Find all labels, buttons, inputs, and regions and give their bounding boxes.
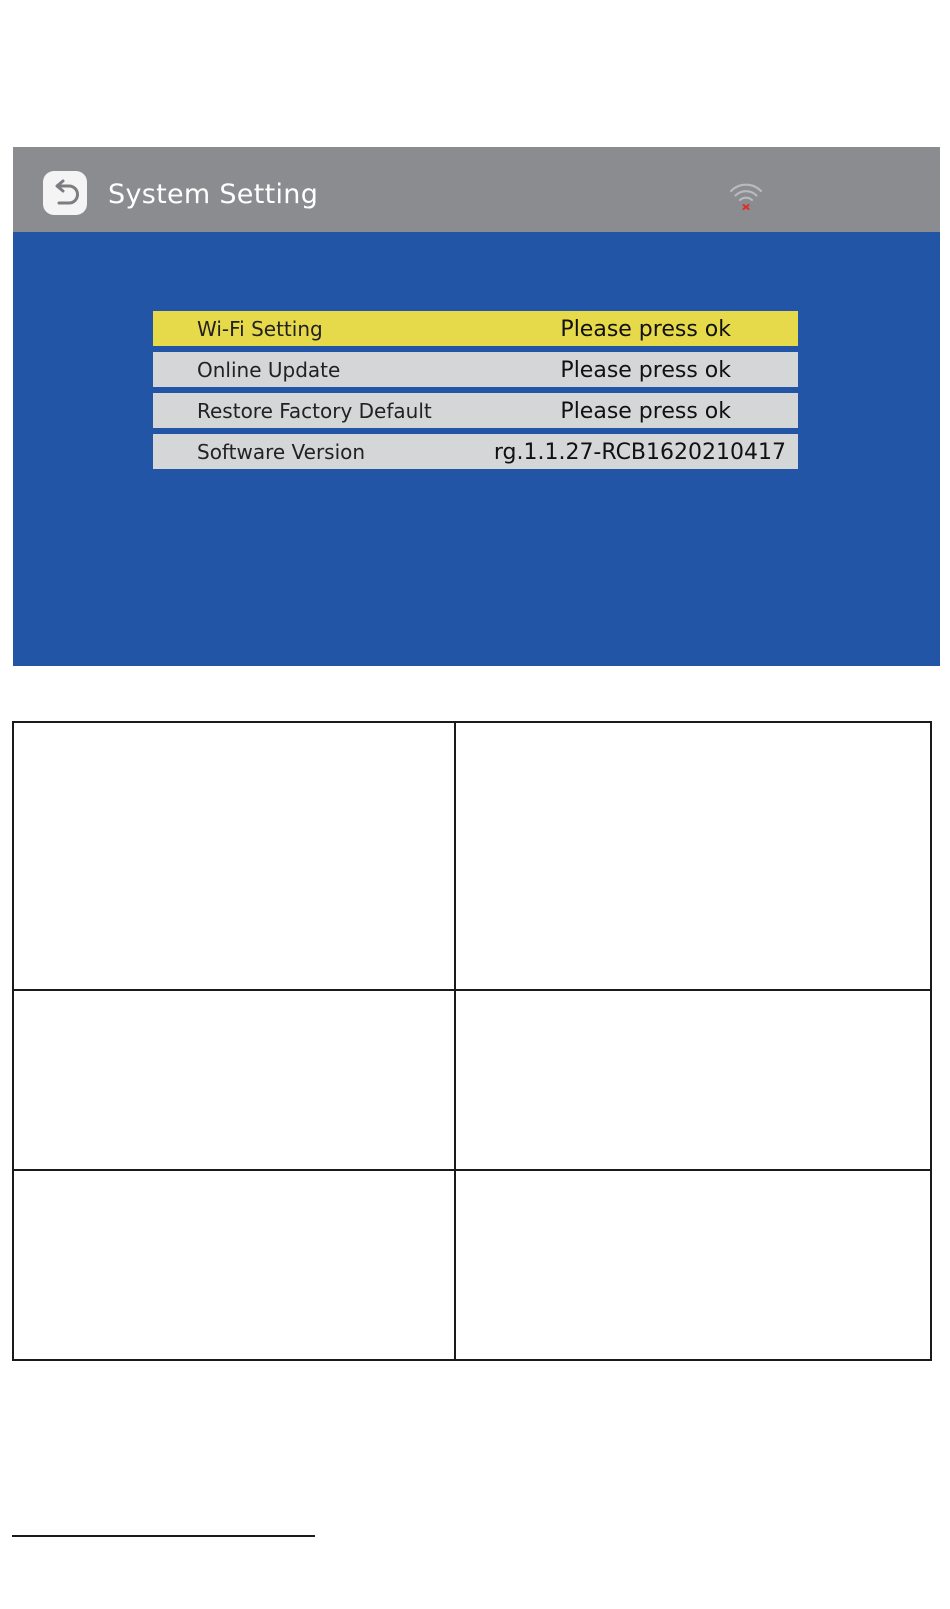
menu-item-label: Online Update — [197, 358, 341, 382]
menu-item-value: Please press ok — [560, 358, 731, 383]
footnote-divider — [12, 1535, 315, 1537]
page-title: System Setting — [108, 179, 319, 210]
menu-item-software-version[interactable] — [153, 434, 798, 469]
menu-item-value: Please press ok — [560, 317, 731, 342]
table-cell — [14, 723, 454, 989]
menu-item-restore-factory-default[interactable] — [153, 393, 798, 428]
table-cell — [14, 991, 454, 1169]
menu-item-wifi-setting[interactable] — [153, 311, 798, 346]
menu-item-label: Software Version — [197, 440, 366, 464]
software-version-value: rg.1.1.27-RCB1620210417 — [493, 440, 786, 465]
table-cell — [456, 723, 930, 989]
menu-item-label: Wi-Fi Setting — [197, 317, 323, 341]
table-cell — [456, 1171, 930, 1359]
wifi-disconnected-icon — [728, 179, 764, 211]
table-cell — [14, 1171, 454, 1359]
back-button[interactable] — [43, 171, 87, 215]
menu-item-value: Please press ok — [560, 399, 731, 424]
settings-menu — [153, 311, 798, 475]
title-bar — [13, 147, 940, 232]
empty-table — [12, 721, 932, 1361]
back-arrow-icon — [43, 171, 87, 215]
wifi-status — [728, 179, 764, 211]
table-cell — [456, 991, 930, 1169]
menu-item-label: Restore Factory Default — [197, 399, 432, 423]
system-setting-screen — [13, 147, 940, 666]
menu-item-online-update[interactable] — [153, 352, 798, 387]
